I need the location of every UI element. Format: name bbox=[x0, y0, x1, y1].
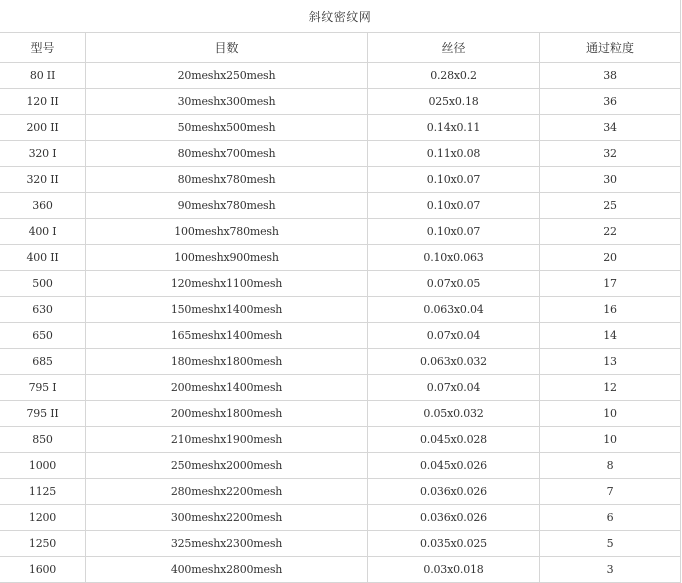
cell-grain-size: 8 bbox=[540, 453, 681, 479]
cell-model: 1200 bbox=[0, 505, 86, 531]
header-wire-diameter: 丝径 bbox=[368, 33, 540, 63]
header-model: 型号 bbox=[0, 33, 86, 63]
cell-mesh: 100meshx780mesh bbox=[86, 219, 368, 245]
cell-grain-size: 7 bbox=[540, 479, 681, 505]
header-mesh: 目数 bbox=[86, 33, 368, 63]
cell-model: 320 II bbox=[0, 167, 86, 193]
cell-grain-size: 22 bbox=[540, 219, 681, 245]
table-row bbox=[0, 505, 681, 531]
cell-wire-diameter: 0.10x0.07 bbox=[368, 167, 540, 193]
cell-mesh: 200meshx1400mesh bbox=[86, 375, 368, 401]
cell-model: 850 bbox=[0, 427, 86, 453]
cell-grain-size: 12 bbox=[540, 375, 681, 401]
cell-wire-diameter: 0.05x0.032 bbox=[368, 401, 540, 427]
cell-model: 1000 bbox=[0, 453, 86, 479]
table-title-row bbox=[0, 0, 681, 33]
cell-mesh: 30meshx300mesh bbox=[86, 89, 368, 115]
table-row bbox=[0, 453, 681, 479]
table-row bbox=[0, 427, 681, 453]
cell-mesh: 400meshx2800mesh bbox=[86, 557, 368, 583]
cell-wire-diameter: 0.10x0.07 bbox=[368, 193, 540, 219]
table-row bbox=[0, 167, 681, 193]
cell-mesh: 80meshx780mesh bbox=[86, 167, 368, 193]
cell-grain-size: 30 bbox=[540, 167, 681, 193]
table-row bbox=[0, 193, 681, 219]
cell-grain-size: 32 bbox=[540, 141, 681, 167]
cell-grain-size: 10 bbox=[540, 427, 681, 453]
cell-wire-diameter: 0.063x0.04 bbox=[368, 297, 540, 323]
cell-mesh: 150meshx1400mesh bbox=[86, 297, 368, 323]
cell-mesh: 325meshx2300mesh bbox=[86, 531, 368, 557]
cell-model: 1600 bbox=[0, 557, 86, 583]
cell-wire-diameter: 0.045x0.026 bbox=[368, 453, 540, 479]
cell-wire-diameter: 0.063x0.032 bbox=[368, 349, 540, 375]
cell-mesh: 300meshx2200mesh bbox=[86, 505, 368, 531]
table-row bbox=[0, 141, 681, 167]
cell-wire-diameter: 0.045x0.028 bbox=[368, 427, 540, 453]
cell-wire-diameter: 0.035x0.025 bbox=[368, 531, 540, 557]
cell-grain-size: 3 bbox=[540, 557, 681, 583]
cell-mesh: 100meshx900mesh bbox=[86, 245, 368, 271]
cell-model: 400 I bbox=[0, 219, 86, 245]
cell-model: 500 bbox=[0, 271, 86, 297]
cell-model: 795 I bbox=[0, 375, 86, 401]
cell-model: 685 bbox=[0, 349, 86, 375]
cell-mesh: 20meshx250mesh bbox=[86, 63, 368, 89]
cell-wire-diameter: 0.10x0.063 bbox=[368, 245, 540, 271]
table-row bbox=[0, 349, 681, 375]
cell-grain-size: 25 bbox=[540, 193, 681, 219]
cell-model: 1125 bbox=[0, 479, 86, 505]
cell-model: 200 II bbox=[0, 115, 86, 141]
cell-wire-diameter: 0.036x0.026 bbox=[368, 479, 540, 505]
cell-mesh: 90meshx780mesh bbox=[86, 193, 368, 219]
cell-model: 795 II bbox=[0, 401, 86, 427]
table-row bbox=[0, 271, 681, 297]
cell-model: 320 I bbox=[0, 141, 86, 167]
cell-model: 120 II bbox=[0, 89, 86, 115]
cell-wire-diameter: 0.07x0.04 bbox=[368, 375, 540, 401]
table-row bbox=[0, 557, 681, 583]
table-row bbox=[0, 401, 681, 427]
cell-wire-diameter: 025x0.18 bbox=[368, 89, 540, 115]
cell-mesh: 165meshx1400mesh bbox=[86, 323, 368, 349]
cell-grain-size: 17 bbox=[540, 271, 681, 297]
cell-grain-size: 14 bbox=[540, 323, 681, 349]
table-row bbox=[0, 375, 681, 401]
cell-grain-size: 16 bbox=[540, 297, 681, 323]
cell-grain-size: 5 bbox=[540, 531, 681, 557]
cell-grain-size: 13 bbox=[540, 349, 681, 375]
cell-wire-diameter: 0.036x0.026 bbox=[368, 505, 540, 531]
table-row bbox=[0, 245, 681, 271]
cell-mesh: 250meshx2000mesh bbox=[86, 453, 368, 479]
cell-model: 1250 bbox=[0, 531, 86, 557]
cell-model: 650 bbox=[0, 323, 86, 349]
table-row bbox=[0, 531, 681, 557]
cell-grain-size: 34 bbox=[540, 115, 681, 141]
cell-wire-diameter: 0.11x0.08 bbox=[368, 141, 540, 167]
cell-wire-diameter: 0.07x0.05 bbox=[368, 271, 540, 297]
cell-model: 360 bbox=[0, 193, 86, 219]
cell-mesh: 120meshx1100mesh bbox=[86, 271, 368, 297]
cell-model: 400 II bbox=[0, 245, 86, 271]
header-grain-size: 通过粒度 bbox=[540, 33, 681, 63]
table-row bbox=[0, 479, 681, 505]
table-row bbox=[0, 297, 681, 323]
cell-wire-diameter: 0.28x0.2 bbox=[368, 63, 540, 89]
cell-grain-size: 36 bbox=[540, 89, 681, 115]
cell-grain-size: 20 bbox=[540, 245, 681, 271]
table-title: 斜纹密纹网 bbox=[0, 0, 681, 33]
cell-model: 630 bbox=[0, 297, 86, 323]
cell-wire-diameter: 0.03x0.018 bbox=[368, 557, 540, 583]
cell-mesh: 80meshx700mesh bbox=[86, 141, 368, 167]
cell-wire-diameter: 0.10x0.07 bbox=[368, 219, 540, 245]
cell-mesh: 280meshx2200mesh bbox=[86, 479, 368, 505]
cell-grain-size: 6 bbox=[540, 505, 681, 531]
table-row bbox=[0, 63, 681, 89]
cell-mesh: 180meshx1800mesh bbox=[86, 349, 368, 375]
cell-mesh: 50meshx500mesh bbox=[86, 115, 368, 141]
table-row bbox=[0, 219, 681, 245]
cell-wire-diameter: 0.07x0.04 bbox=[368, 323, 540, 349]
cell-wire-diameter: 0.14x0.11 bbox=[368, 115, 540, 141]
cell-mesh: 200meshx1800mesh bbox=[86, 401, 368, 427]
cell-mesh: 210meshx1900mesh bbox=[86, 427, 368, 453]
table-row bbox=[0, 115, 681, 141]
cell-grain-size: 38 bbox=[540, 63, 681, 89]
table-row bbox=[0, 323, 681, 349]
table-row bbox=[0, 89, 681, 115]
table-header-row bbox=[0, 33, 681, 63]
cell-grain-size: 10 bbox=[540, 401, 681, 427]
cell-model: 80 II bbox=[0, 63, 86, 89]
